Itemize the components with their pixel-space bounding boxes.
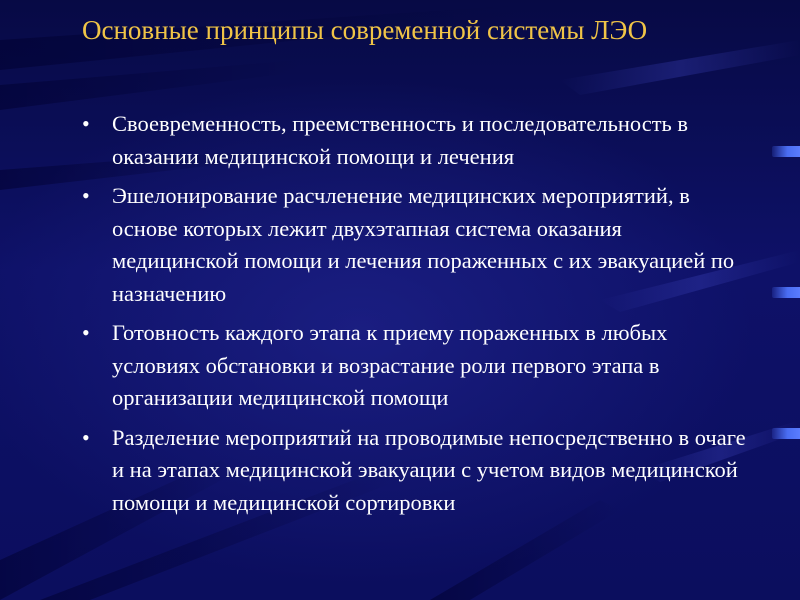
decorative-mark (772, 146, 800, 157)
bullet-text: Готовность каждого этапа к приему пораженных в любых условиях обстановки и возрастание роли первого этапа в организации медицинской помощи (112, 320, 668, 410)
bullet-text: Эшелонирование расчленение медицинских мероприятий, в основе которых лежит двухэтапная система оказания медицинской помощи и лечения пораженных с их эвакуацией по назначению (112, 183, 735, 306)
bullet-icon: • (82, 320, 90, 345)
bullet-icon: • (82, 424, 90, 450)
list-item (80, 108, 750, 173)
bullet-icon: • (82, 111, 90, 136)
list-item (80, 180, 750, 310)
bullet-list (80, 108, 750, 526)
bullet-text: Своевременность, преемственность и последовательность в оказании медицинской помощи и лечения (112, 111, 689, 169)
bullet-text: Разделение мероприятий на проводимые непосредственно в очаге и на этапах медицинской эвакуации с учетом видов медицинской помощи и медицинской сортировки (112, 424, 746, 515)
bullet-icon: • (82, 183, 90, 208)
slide-title: Основные принципы современной системы ЛЭО (82, 15, 648, 45)
decorative-mark (772, 428, 800, 439)
decorative-mark (772, 287, 800, 298)
list-item (80, 422, 750, 520)
list-item (80, 317, 750, 415)
